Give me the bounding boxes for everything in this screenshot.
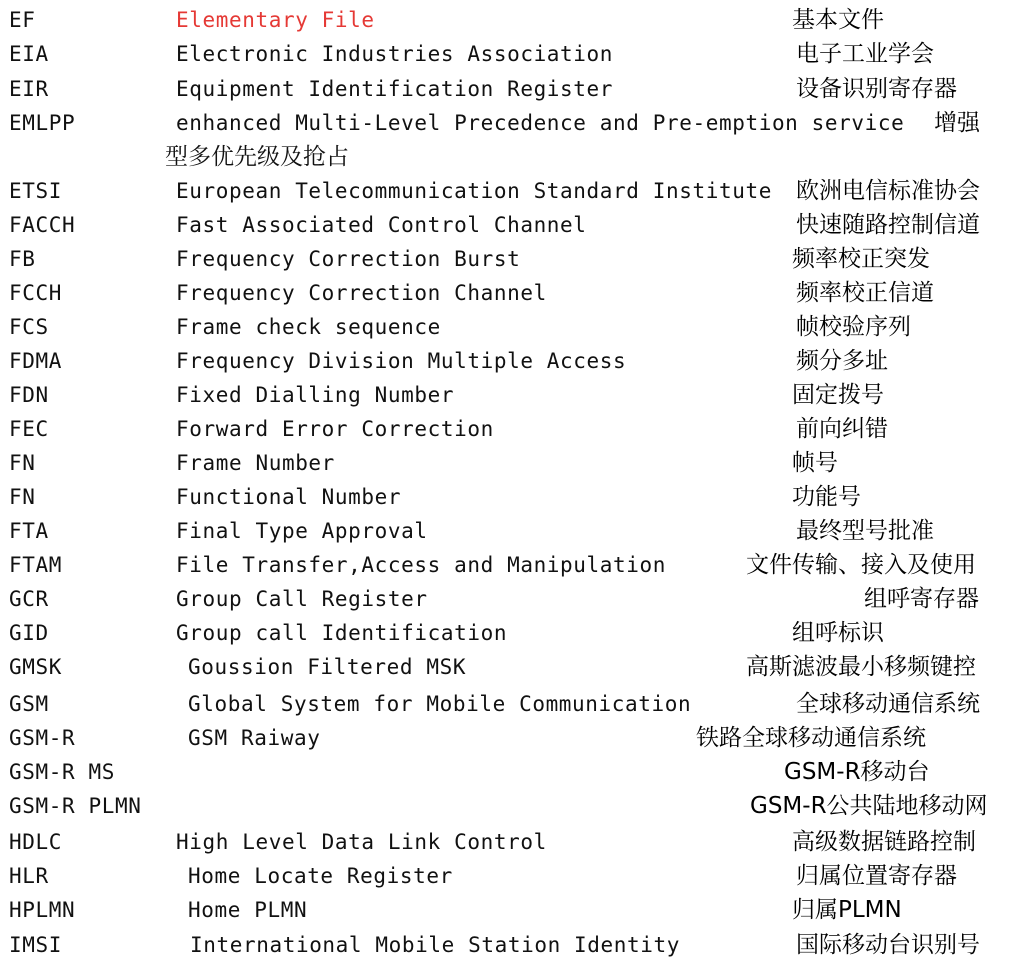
chinese-term: 基本文件 bbox=[792, 7, 884, 33]
abbreviation: FDN bbox=[9, 383, 49, 407]
english-term: enhanced Multi-Level Precedence and Pre-emption service bbox=[176, 111, 905, 135]
chinese-term: 高斯滤波最小移频键控 bbox=[746, 654, 976, 680]
chinese-term: 前向纠错 bbox=[796, 416, 888, 442]
abbreviation: GCR bbox=[9, 587, 49, 611]
chinese-term: 频率校正突发 bbox=[792, 246, 930, 272]
chinese-term: 频分多址 bbox=[796, 348, 888, 374]
abbreviation: HDLC bbox=[9, 830, 62, 854]
abbreviation: FCS bbox=[9, 315, 49, 339]
glossary-row bbox=[0, 3, 1027, 37]
english-term: Equipment Identification Register bbox=[176, 77, 614, 101]
abbreviation: FTAM bbox=[9, 553, 62, 577]
glossary-row bbox=[0, 859, 1027, 893]
english-term: File Transfer,Access and Manipulation bbox=[176, 553, 666, 577]
abbreviation: FN bbox=[9, 485, 36, 509]
glossary-row bbox=[0, 721, 1027, 755]
chinese-term: GSM-R移动台 bbox=[784, 759, 930, 785]
abbreviation: FTA bbox=[9, 519, 49, 543]
chinese-term: 帧校验序列 bbox=[796, 314, 911, 340]
glossary-row bbox=[0, 650, 1027, 684]
english-term: Home PLMN bbox=[188, 898, 308, 922]
english-term: Frequency Division Multiple Access bbox=[176, 349, 627, 373]
english-term: Functional Number bbox=[176, 485, 402, 509]
chinese-term: 欧洲电信标准协会 bbox=[796, 178, 980, 204]
glossary-row bbox=[0, 480, 1027, 514]
english-term: Final Type Approval bbox=[176, 519, 428, 543]
chinese-term: 功能号 bbox=[792, 484, 861, 510]
chinese-term: 文件传输、接入及使用 bbox=[746, 552, 976, 578]
glossary-row bbox=[0, 276, 1027, 310]
glossary-row bbox=[0, 242, 1027, 276]
chinese-term: 归属PLMN bbox=[792, 897, 902, 923]
english-term: Fixed Dialling Number bbox=[176, 383, 455, 407]
chinese-term: GSM-R公共陆地移动网 bbox=[750, 793, 988, 819]
abbreviation: FN bbox=[9, 451, 36, 475]
chinese-term: 电子工业学会 bbox=[796, 41, 934, 67]
abbreviation: EF bbox=[9, 8, 36, 32]
glossary-row bbox=[0, 825, 1027, 859]
english-term: International Mobile Station Identity bbox=[190, 933, 680, 957]
chinese-term: 帧号 bbox=[792, 450, 838, 476]
glossary-row bbox=[0, 106, 1027, 140]
chinese-term: 设备识别寄存器 bbox=[796, 76, 957, 102]
abbreviation: FCCH bbox=[9, 281, 62, 305]
glossary-row bbox=[0, 548, 1027, 582]
abbreviation: IMSI bbox=[9, 933, 62, 957]
abbreviation: FACCH bbox=[9, 213, 76, 237]
english-term: European Telecommunication Standard Institute bbox=[176, 179, 772, 203]
abbreviation: GSM bbox=[9, 692, 49, 716]
english-term: Frame Number bbox=[176, 451, 335, 475]
english-term: Global System for Mobile Communication bbox=[188, 692, 692, 716]
chinese-term: 组呼寄存器 bbox=[864, 586, 979, 612]
abbreviation: GSM-R PLMN bbox=[9, 794, 142, 818]
english-term: GSM Raiway bbox=[188, 726, 321, 750]
glossary-row bbox=[0, 755, 1027, 789]
glossary-row bbox=[0, 378, 1027, 412]
glossary-row bbox=[0, 37, 1027, 71]
english-term: Fast Associated Control Channel bbox=[176, 213, 587, 237]
abbreviation: FEC bbox=[9, 417, 49, 441]
chinese-term: 增强 bbox=[934, 110, 980, 136]
english-term: Frame check sequence bbox=[176, 315, 441, 339]
glossary-row bbox=[0, 208, 1027, 242]
chinese-term: 最终型号批准 bbox=[796, 518, 934, 544]
english-term: Frequency Correction Channel bbox=[176, 281, 547, 305]
chinese-term: 组呼标识 bbox=[792, 620, 884, 646]
english-term: Electronic Industries Association bbox=[176, 42, 614, 66]
english-term: Goussion Filtered MSK bbox=[188, 655, 467, 679]
chinese-term: 铁路全球移动通信系统 bbox=[696, 725, 926, 751]
abbreviation: FDMA bbox=[9, 349, 62, 373]
glossary-row bbox=[0, 928, 1027, 962]
english-term: Forward Error Correction bbox=[176, 417, 494, 441]
abbreviation: ETSI bbox=[9, 179, 62, 203]
abbreviation: HPLMN bbox=[9, 898, 76, 922]
chinese-term: 高级数据链路控制 bbox=[792, 829, 976, 855]
english-term: Elementary File bbox=[176, 8, 375, 32]
abbreviation: GID bbox=[9, 621, 49, 645]
glossary-row bbox=[0, 893, 1027, 927]
english-term: Frequency Correction Burst bbox=[176, 247, 521, 271]
glossary-row bbox=[0, 174, 1027, 208]
chinese-term: 国际移动台识别号 bbox=[796, 932, 980, 958]
abbreviation: GMSK bbox=[9, 655, 62, 679]
glossary-row bbox=[0, 582, 1027, 616]
abbreviation: EIR bbox=[9, 77, 49, 101]
abbreviation: HLR bbox=[9, 864, 49, 888]
chinese-term: 快速随路控制信道 bbox=[796, 212, 980, 238]
chinese-term: 频率校正信道 bbox=[796, 280, 934, 306]
english-term: Group call Identification bbox=[176, 621, 508, 645]
english-term: Group Call Register bbox=[176, 587, 428, 611]
glossary-row bbox=[0, 789, 1027, 823]
chinese-term-continued: 型多优先级及抢占 bbox=[165, 144, 349, 170]
glossary-row bbox=[0, 514, 1027, 548]
abbreviation: GSM-R bbox=[9, 726, 76, 750]
glossary-row bbox=[0, 616, 1027, 650]
glossary-row bbox=[0, 687, 1027, 721]
abbreviation: FB bbox=[9, 247, 36, 271]
abbreviation: EIA bbox=[9, 42, 49, 66]
abbreviation: EMLPP bbox=[9, 111, 76, 135]
glossary-row bbox=[0, 446, 1027, 480]
glossary-row bbox=[0, 72, 1027, 106]
glossary-row bbox=[0, 412, 1027, 446]
chinese-term: 全球移动通信系统 bbox=[796, 691, 980, 717]
chinese-term: 固定拨号 bbox=[792, 382, 884, 408]
glossary-row bbox=[0, 310, 1027, 344]
english-term: Home Locate Register bbox=[188, 864, 453, 888]
abbreviation: GSM-R MS bbox=[9, 760, 115, 784]
english-term: High Level Data Link Control bbox=[176, 830, 547, 854]
chinese-term: 归属位置寄存器 bbox=[796, 863, 957, 889]
glossary-row bbox=[0, 344, 1027, 378]
